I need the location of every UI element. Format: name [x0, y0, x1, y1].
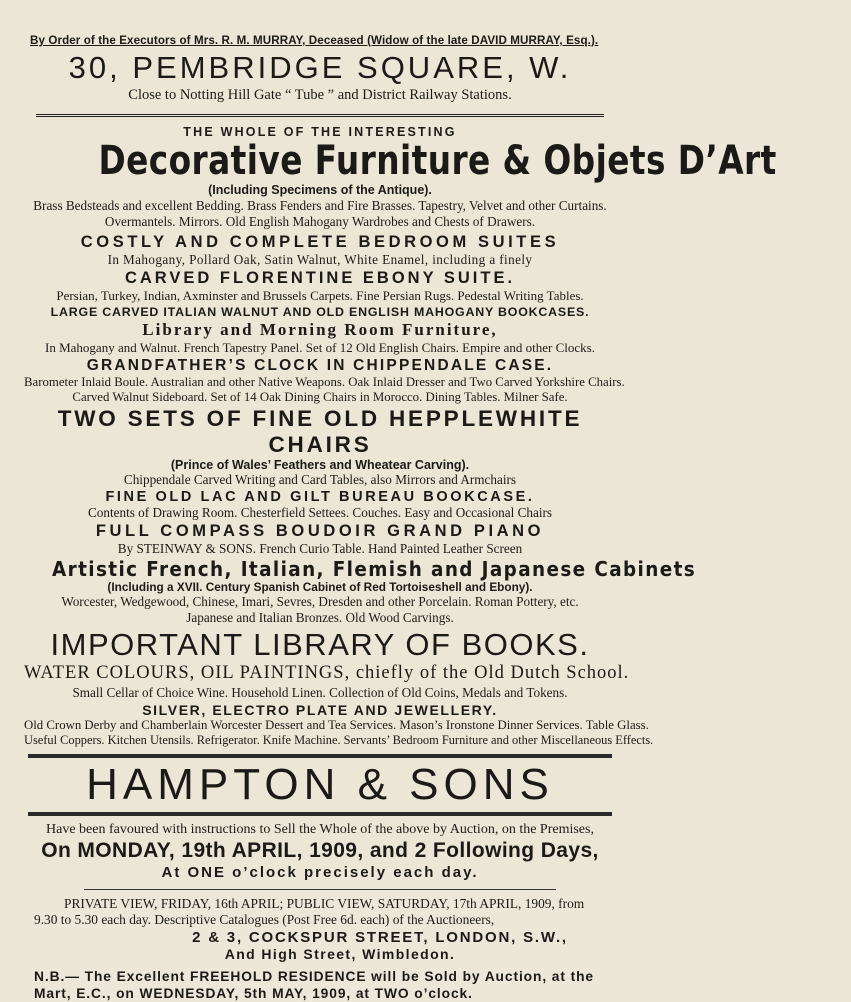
line-bronzes: Japanese and Italian Bronzes. Old Wood Carvings.	[186, 610, 454, 625]
favoured-line: Have been favoured with instructions to Sell the Whole of the above by Auction, on the Premises,	[46, 822, 594, 837]
artistic-text: Artistic French, Italian, Flemish and Japanese Cabinets	[52, 557, 697, 581]
grandfather-heading: GRANDFATHER’S CLOCK IN CHIPPENDALE CASE.	[86, 357, 554, 374]
title-text: Decorative Furniture & Objets D’Art	[98, 138, 777, 184]
silver-heading: SILVER, ELECTRO PLATE AND JEWELLERY.	[142, 702, 498, 718]
line-steinway: By STEINWAY & SONS. French Curio Table. Hand Painted Leather Screen	[117, 541, 523, 556]
wimbledon-address: And High Street, Wimbledon.	[224, 946, 456, 962]
line-overmantels: Overmantels. Mirrors. Old English Mahogany Wardrobes and Chests of Drawers.	[104, 214, 536, 229]
location-line: Close to Notting Hill Gate “ Tube ” and District Railway Stations.	[128, 87, 512, 103]
line-brass: Brass Bedsteads and excellent Bedding. Brass Fenders and Fire Brasses. Tapestry, Velvet and other Curtains.	[33, 198, 607, 213]
including-line: (Including a XVII. Century Spanish Cabinet of Red Tortoiseshell and Ebony).	[107, 580, 533, 594]
nb-paragraph: N.B.— The Excellent FREEHOLD RESIDENCE will be Sold by Auction, at the Mart, E.C., on WEDNESDAY, 5th MAY, 1909, at TWO o’clock.	[34, 969, 595, 1001]
address-heading: 30, PEMBRIDGE SQUARE, W.	[68, 50, 572, 85]
costly-heading: COSTLY AND COMPLETE BEDROOM SUITES	[80, 233, 560, 251]
line-cellar: Small Cellar of Choice Wine. Household Linen. Collection of Old Coins, Medals and Tokens.	[72, 685, 568, 700]
footer-rule	[84, 889, 556, 890]
top-rule	[36, 114, 604, 117]
line-chippendale: Chippendale Carved Writing and Card Tables, also Mirrors and Armchairs	[123, 472, 517, 487]
line-carpets: Persian, Turkey, Indian, Axminster and Brussels Carpets. Fine Persian Rugs. Pedestal Writing Tables.	[56, 288, 584, 303]
piano-heading: FULL COMPASS BOUDOIR GRAND PIANO	[95, 522, 545, 540]
artistic-heading	[24, 557, 697, 581]
line-walnut: In Mahogany and Walnut. French Tapestry Panel. Set of 12 Old English Chairs. Empire and other Clocks.	[45, 340, 595, 355]
two-sets-heading: TWO SETS OF FINE OLD HEPPLEWHITE CHAIRS	[57, 406, 583, 457]
line-porcelain: Worcester, Wedgewood, Chinese, Imari, Sevres, Dresden and other Porcelain. Roman Pottery, etc.	[61, 594, 579, 609]
auctioneer-name: HAMPTON & SONS	[86, 760, 554, 809]
large-heading: LARGE CARVED ITALIAN WALNUT AND OLD ENGLISH MAHOGANY BOOKCASES.	[50, 305, 590, 319]
intro-line: THE WHOLE OF THE INTERESTING	[183, 125, 457, 139]
sale-date-heading: On MONDAY, 19th APRIL, 1909, and 2 Following Days,	[41, 839, 599, 862]
executors-line: By Order of the Executors of Mrs. R. M. MURRAY, Deceased (Widow of the late DAVID MURRAY, Esq.).	[30, 34, 599, 47]
title-heading	[24, 138, 777, 184]
line-mahogany: In Mahogany, Pollard Oak, Satin Walnut, White Enamel, including a finely	[107, 252, 533, 267]
prince-line: (Prince of Wales’ Feathers and Wheatear Carving).	[170, 458, 470, 472]
view-paragraph: PRIVATE VIEW, FRIDAY, 16th APRIL; PUBLIC VIEW, SATURDAY, 17th APRIL, 1909, from 9.30 to 5.30 each day. Descriptive Catalogues (Post Free 6d. each) of the Auctioneers,	[34, 896, 585, 927]
line-coppers: Useful Coppers. Kitchen Utensils. Refrigerator. Knife Machine. Servants’ Bedroom Furniture and other Miscellaneous Effects.	[24, 733, 654, 747]
line-drawing-room: Contents of Drawing Room. Chesterfield Settees. Couches. Easy and Occasional Chairs	[87, 505, 553, 520]
carved-heading: CARVED FLORENTINE EBONY SUITE.	[124, 269, 516, 287]
water-colours-line: WATER COLOURS, OIL PAINTINGS, chiefly of the Old Dutch School.	[24, 663, 630, 683]
bureau-heading: FINE OLD LAC AND GILT BUREAU BOOKCASE.	[105, 489, 535, 505]
auctioneer-rule-top	[28, 754, 612, 758]
line-barometer: Barometer Inlaid Boule. Australian and other Native Weapons. Oak Inlaid Dresser and Two Carved Yorkshire Chairs.	[24, 375, 625, 389]
line-sideboard: Carved Walnut Sideboard. Set of 14 Oak Dining Chairs in Morocco. Dining Tables. Milner Safe.	[72, 390, 568, 404]
important-heading: IMPORTANT LIBRARY OF BOOKS.	[50, 627, 590, 662]
cockspur-address: 2 & 3, COCKSPUR STREET, LONDON, S.W.,	[192, 929, 568, 946]
subtitle-line: (Including Specimens of the Antique).	[208, 183, 432, 197]
sale-time-line: At ONE o’clock precisely each day.	[161, 864, 479, 881]
library-heading: Library and Morning Room Furniture,	[142, 320, 498, 339]
auctioneer-rule-bottom	[28, 812, 612, 816]
line-derby: Old Crown Derby and Chamberlain Worcester Dessert and Tea Services. Mason’s Ironstone Dinner Services. Table Glass.	[24, 718, 649, 732]
